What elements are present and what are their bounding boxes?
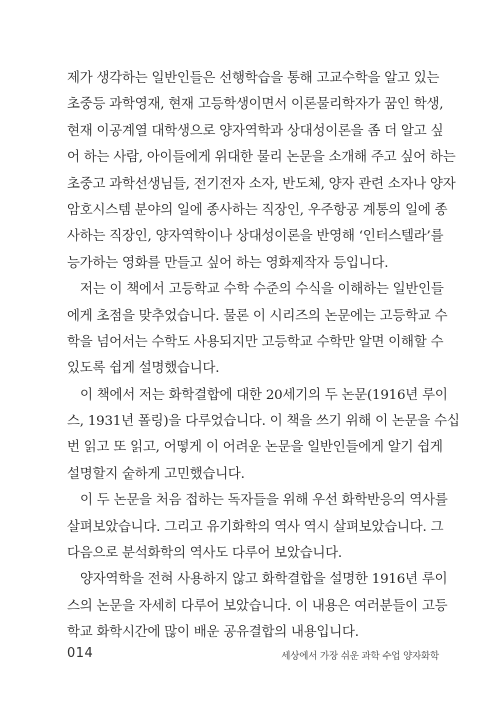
paragraph-3 <box>67 383 460 489</box>
text-line: 스의 논문을 자세히 다루어 보았습니다. 이 내용은 여러분들이 고등 <box>67 598 448 614</box>
text-line: 초중등 과학영재, 현재 고등학생이면서 이론물리학자가 꿈인 학생, <box>67 97 444 113</box>
paragraph-2 <box>67 277 448 383</box>
paragraph-4 <box>67 488 448 567</box>
page-footer <box>67 646 439 664</box>
text-line: 다음으로 분석화학의 역사도 다루어 보았습니다. <box>67 546 342 562</box>
text-line: 에게 초점을 맞추었습니다. 물론 이 시리즈의 논문에는 고등학교 수 <box>67 308 448 324</box>
text-line: 학교 화학시간에 많이 배운 공유결합의 내용입니다. <box>67 625 359 641</box>
text-line: 능가하는 영화를 만들고 싶어 하는 영화제작자 등입니다. <box>67 255 389 271</box>
text-line: 제가 생각하는 일반인들은 선행학습을 통해 고교수학을 알고 있는 <box>67 71 440 86</box>
paragraph-5 <box>67 567 448 646</box>
text-line: 살펴보았습니다. 그리고 유기화학의 역사 역시 살펴보았습니다. 그 <box>67 519 444 535</box>
text-line: 초중고 과학선생님들, 전기전자 소자, 반도체, 양자 관련 소자나 양자 <box>67 176 456 192</box>
text-line: 양자역학을 전혀 사용하지 않고 화학결합을 설명한 1916년 루이 <box>80 572 448 588</box>
text-line: 어 하는 사람, 아이들에게 위대한 물리 논문을 소개해 주고 싶어 하는 <box>67 150 456 166</box>
text-line: 이 책에서 저는 화학결합에 대한 20세기의 두 논문(1916년 루이 <box>80 387 448 403</box>
text-line: 사하는 직장인, 양자역학이나 상대성이론을 반영해 ‘인터스텔라’를 <box>67 229 444 245</box>
text-line: 스, 1931년 폴링)을 다루었습니다. 이 책을 쓰기 위해 이 논문을 수십 <box>67 414 460 430</box>
paragraph-1 <box>67 66 456 277</box>
text-line: 설명할지 숱하게 고민했습니다. <box>67 466 245 482</box>
text-line: 있도록 쉽게 설명했습니다. <box>67 361 220 377</box>
text-line: 암호시스템 분야의 일에 종사하는 직장인, 우주항공 계통의 일에 종 <box>67 202 448 218</box>
text-line: 번 읽고 또 읽고, 어떻게 이 어려운 논문을 일반인들에게 알기 쉽게 <box>67 440 443 456</box>
text-line: 이 두 논문을 처음 접하는 독자들을 위해 우선 화학반응의 역사를 <box>80 493 448 509</box>
running-title: 세상에서 가장 쉬운 과학 수업 양자화학 <box>281 651 439 662</box>
text-line: 학을 넘어서는 수학도 사용되지만 고등학교 수학만 알면 이해할 수 <box>67 334 444 350</box>
page-number: 014 <box>67 646 94 661</box>
text-line: 현재 이공계열 대학생으로 양자역학과 상대성이론을 좀 더 알고 싶 <box>67 123 444 139</box>
body-text <box>67 66 460 647</box>
text-line: 저는 이 책에서 고등학교 수학 수준의 수식을 이해하는 일반인들 <box>80 282 444 298</box>
